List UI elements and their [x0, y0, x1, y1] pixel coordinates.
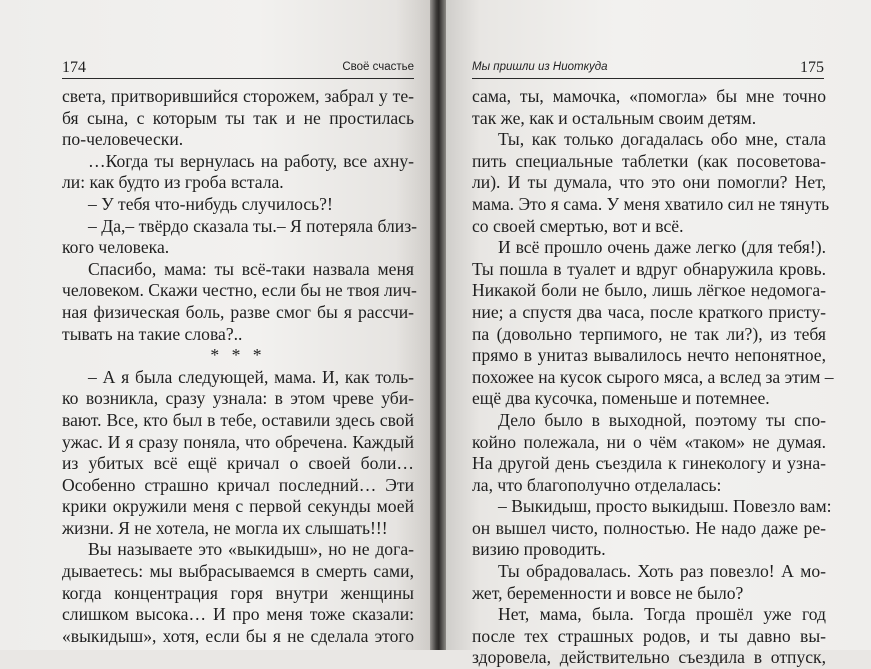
text-line: здоровела, действительно съездила в отпуск,	[472, 647, 826, 668]
text-line: – Выкидыш, просто выкидыш. Повезло вам:	[498, 496, 832, 517]
right-page-text	[472, 86, 834, 669]
text-line: …Когда ты вернулась на работу, все ахну-	[88, 150, 414, 171]
left-page-header	[62, 58, 414, 79]
text-line: кого человека.	[62, 237, 170, 258]
text-line: мама. Это я сама. У меня хватило сил не тянуть	[472, 193, 830, 214]
text-line: света, притворившийся сторожем, забрал у те-	[62, 86, 414, 106]
text-line: визию проводить.	[472, 539, 606, 560]
right-page	[446, 0, 871, 668]
text-line: Нет, мама, была. Тогда прошёл уже год	[498, 604, 826, 625]
text-line: ние; а спустя два часа, после краткого присту-	[472, 301, 826, 322]
page-number: 174	[62, 59, 86, 76]
book-gutter	[430, 0, 446, 650]
text-line: Ты пошла в туалет и вдруг обнаружила кровь.	[472, 258, 826, 279]
text-line: из убитых всё ещё кричал о своей боли…	[62, 453, 414, 474]
left-page	[0, 0, 430, 650]
text-line: Вы называете это «выкидыш», но не дога-	[88, 539, 414, 560]
text-line: по-человечески.	[62, 129, 184, 150]
text-line: Дело было в выходной, поэтому ты спо-	[498, 409, 826, 430]
text-line: Никакой боли не было, лишь лёгкое недомога-	[472, 280, 826, 301]
left-page-text	[62, 86, 418, 647]
text-line: прямо в унитаз вывалилось нечто непонятное,	[472, 345, 826, 366]
text-line: И всё прошло очень даже легко (для тебя!).	[498, 237, 826, 258]
text-line: слишком высока… И про меня тоже сказали:	[62, 604, 414, 625]
text-line: ная физическая боль, разве смог бы я рассчи-	[62, 301, 414, 322]
text-line: – Да,– твёрдо сказала ты.– Я потеряла близ-	[88, 215, 418, 236]
running-title: Своё счастье	[342, 61, 414, 73]
text-line: похожее на кусок сырого мяса, а вслед за этим –	[472, 366, 834, 387]
text-line: когда концентрация горя внутри женщины	[62, 582, 414, 603]
text-line: бя сына, с которым ты так и не простилась	[62, 107, 414, 128]
text-line: жизни. Я не хотела, не могла их слышать!!!	[62, 517, 388, 538]
text-line: пить специальные таблетки (как посоветова-	[472, 150, 826, 171]
text-line: Спасибо, мама: ты всё-таки назвала меня	[88, 258, 414, 279]
text-line: ко возникла, сразу узнала: в этом чреве уби-	[62, 388, 414, 409]
text-line: На другой день съездила к гинекологу и узна-	[472, 453, 826, 474]
text-line: дываетесь: мы выбрасываемся в смерть сами,	[62, 561, 414, 582]
text-line: – У тебя что-нибудь случилось?!	[88, 193, 333, 214]
text-line: после тех страшных родов, и ты давно вы-	[472, 625, 826, 646]
text-line: Ты обрадовалась. Хоть раз повезло! А мо-	[498, 561, 826, 582]
text-line: ла, что благополучно отделалась:	[472, 474, 722, 495]
right-page-header	[472, 58, 824, 79]
text-line: сама, ты, мамочка, «помогла» бы мне точно	[472, 86, 826, 106]
text-line: ужас. И я сразу поняла, что обречена. Каждый	[62, 431, 414, 452]
running-title: Мы пришли из Ниоткуда	[472, 61, 608, 73]
text-line: Особенно страшно кричал последний… Эти	[62, 474, 414, 495]
text-line: вают. Все, кто был в тебе, оставили здесь свой	[62, 409, 414, 430]
text-line: ли: как будто из гроба встала.	[62, 172, 284, 193]
text-line: со своей смертью, вот и всё.	[472, 215, 684, 236]
text-line: – А я была следующей, мама. И, как толь-	[88, 366, 414, 387]
text-line: ли). И ты думала, что это они помогли? Нет,	[472, 172, 826, 193]
text-line: ещё два кусочка, поменьше и потемнее.	[472, 388, 770, 409]
text-line: человеком. Скажи честно, если бы не твоя лич-	[62, 280, 417, 301]
text-line: па (довольно терпимого, не так ли?), из тебя	[472, 323, 826, 344]
page-number: 175	[800, 59, 824, 76]
text-line: койно полежала, ни о чём «таком» не думая.	[472, 431, 826, 452]
text-line: * * *	[210, 345, 266, 366]
text-line: «выкидыш», хотя, если бы я не сделала этого	[62, 625, 414, 646]
text-line: тывать на такие слова?..	[62, 323, 243, 344]
text-line: он вышел чисто, полностью. Не надо даже ре-	[472, 517, 826, 538]
text-line: Ты, как только догадалась обо мне, стала	[498, 129, 826, 150]
text-line: так же, как и остальным своим детям.	[472, 107, 757, 128]
text-line: жет, беременности и вовсе не было?	[472, 582, 744, 603]
text-line: крики окружили меня с первой секунды моей	[62, 496, 414, 517]
